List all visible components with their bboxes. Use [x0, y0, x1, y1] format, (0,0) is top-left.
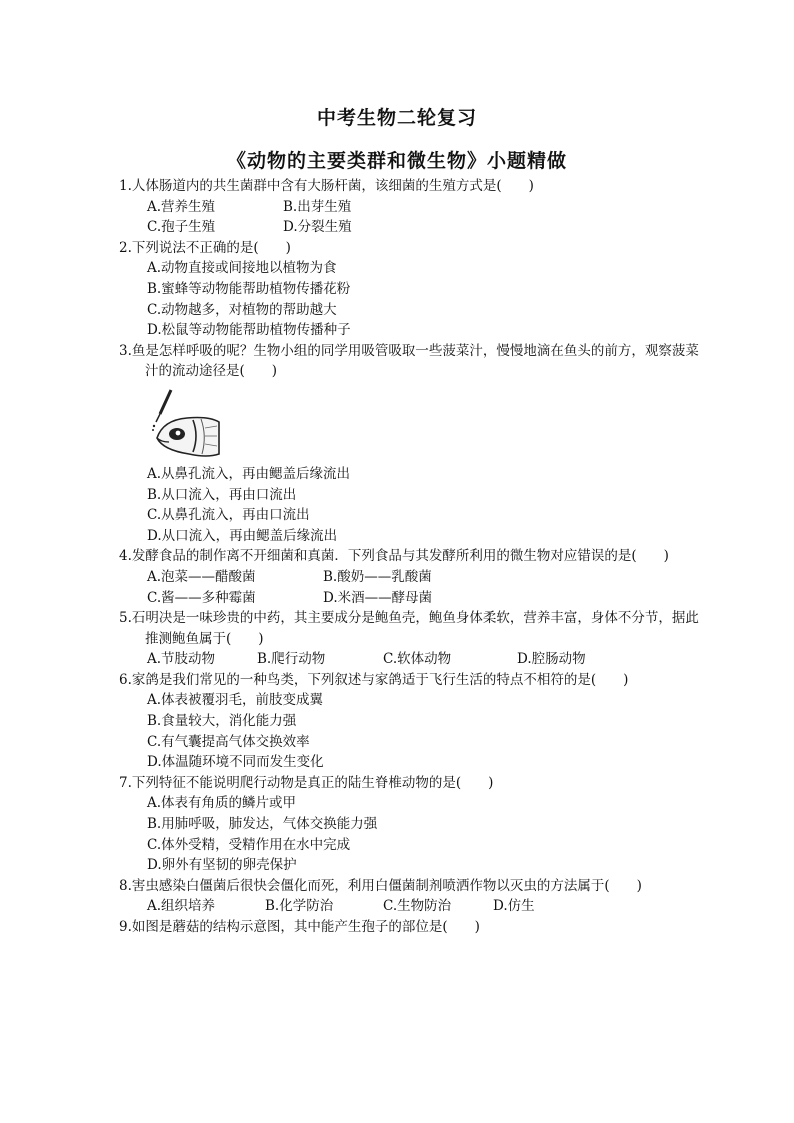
question-stem: 4.发酵食品的制作离不开细菌和真菌．下列食品与其发酵所利用的微生物对应错误的是( ) — [119, 548, 669, 565]
fish-dropper-figure — [147, 388, 221, 460]
option-d: D.松鼠等动物能帮助植物传播种子 — [147, 322, 351, 339]
option-a: A.体表被覆羽毛，前肢变成翼 — [147, 692, 324, 709]
option-d: D.腔肠动物 — [517, 651, 586, 668]
option-b: B.出芽生殖 — [283, 198, 352, 215]
option-a: A.组织培养 — [147, 898, 216, 915]
question-stem: 2.下列说法不正确的是( ) — [119, 239, 291, 256]
option-d: D.仿生 — [493, 898, 535, 915]
question-6 — [119, 670, 709, 773]
question-stem: 7.下列特征不能说明爬行动物是真正的陆生脊椎动物的是( ) — [119, 774, 494, 791]
question-9 — [119, 917, 709, 938]
option-c: C.动物越多，对植物的帮助越大 — [147, 301, 337, 318]
option-b: B.用肺呼吸，肺发达，气体交换能力强 — [147, 816, 378, 833]
question-stem: 3.鱼是怎样呼吸的呢？生物小组的同学用吸管吸取一些菠菜汁，慢慢地滴在鱼头的前方，观察菠菜汁的流动途径是( ) — [119, 342, 699, 380]
option-b: B.食量较大，消化能力强 — [147, 713, 297, 730]
question-3 — [119, 341, 709, 547]
question-4 — [119, 546, 709, 608]
option-d: D.从口流入，再由鳃盖后缘流出 — [147, 527, 338, 544]
option-a: A.从鼻孔流入，再由鳃盖后缘流出 — [147, 465, 351, 482]
option-d: D.卵外有坚韧的卵壳保护 — [147, 857, 297, 874]
option-d: D.体温随环境不同而发生变化 — [147, 754, 324, 771]
option-a: A.节肢动物 — [147, 651, 216, 668]
option-c: C.软体动物 — [383, 651, 452, 668]
option-d: D.米酒——酵母菌 — [323, 589, 433, 606]
question-8 — [119, 876, 709, 917]
question-2 — [119, 238, 709, 341]
option-c: C.从鼻孔流入，再由口流出 — [147, 507, 310, 524]
question-stem: 5.石明决是一味珍贵的中药，其主要成分是鲍鱼壳，鲍鱼身体柔软，营养丰富，身体不分节，据此推测鲍鱼属于( ) — [119, 610, 699, 647]
question-stem: 9.如图是蘑菇的结构示意图，其中能产生孢子的部位是( ) — [119, 919, 480, 935]
option-c: C.有气囊提高气体交换效率 — [147, 733, 310, 750]
option-a: A.体表有角质的鳞片或甲 — [147, 795, 297, 812]
question-1 — [119, 176, 709, 238]
question-7 — [119, 773, 709, 876]
option-a: A.泡菜——醋酸菌 — [147, 568, 256, 585]
question-stem: 6.家鸽是我们常见的一种鸟类，下列叙述与家鸽适于飞行生活的特点不相符的是( ) — [119, 671, 629, 688]
option-a: A.营养生殖 — [147, 198, 216, 215]
question-stem: 8.害虫感染白僵菌后很快会僵化而死，利用白僵菌制剂喷洒作物以灭虫的方法属于( ) — [119, 877, 642, 894]
option-a: A.动物直接或间接地以植物为食 — [147, 260, 337, 277]
option-c: C.孢子生殖 — [147, 219, 216, 236]
option-c: C.体外受精，受精作用在水中完成 — [147, 836, 351, 853]
option-c: C.生物防治 — [383, 898, 452, 915]
option-b: B.爬行动物 — [257, 651, 326, 668]
option-b: B.化学防治 — [265, 898, 334, 915]
question-stem: 1.人体肠道内的共生菌群中含有大肠杆菌，该细菌的生殖方式是( ) — [119, 178, 534, 194]
option-c: C.酱——多种霉菌 — [147, 589, 256, 606]
page-subtitle: 《动物的主要类群和微生物》小题精做 — [226, 150, 567, 172]
option-b: B.从口流入，再由口流出 — [147, 486, 297, 503]
option-b: B.蜜蜂等动物能帮助植物传播花粉 — [147, 280, 351, 297]
option-b: B.酸奶——乳酸菌 — [323, 568, 432, 585]
option-d: D.分裂生殖 — [283, 219, 352, 236]
page-title: 中考生物二轮复习 — [316, 107, 477, 129]
question-5 — [119, 608, 709, 670]
question-list — [119, 176, 709, 938]
